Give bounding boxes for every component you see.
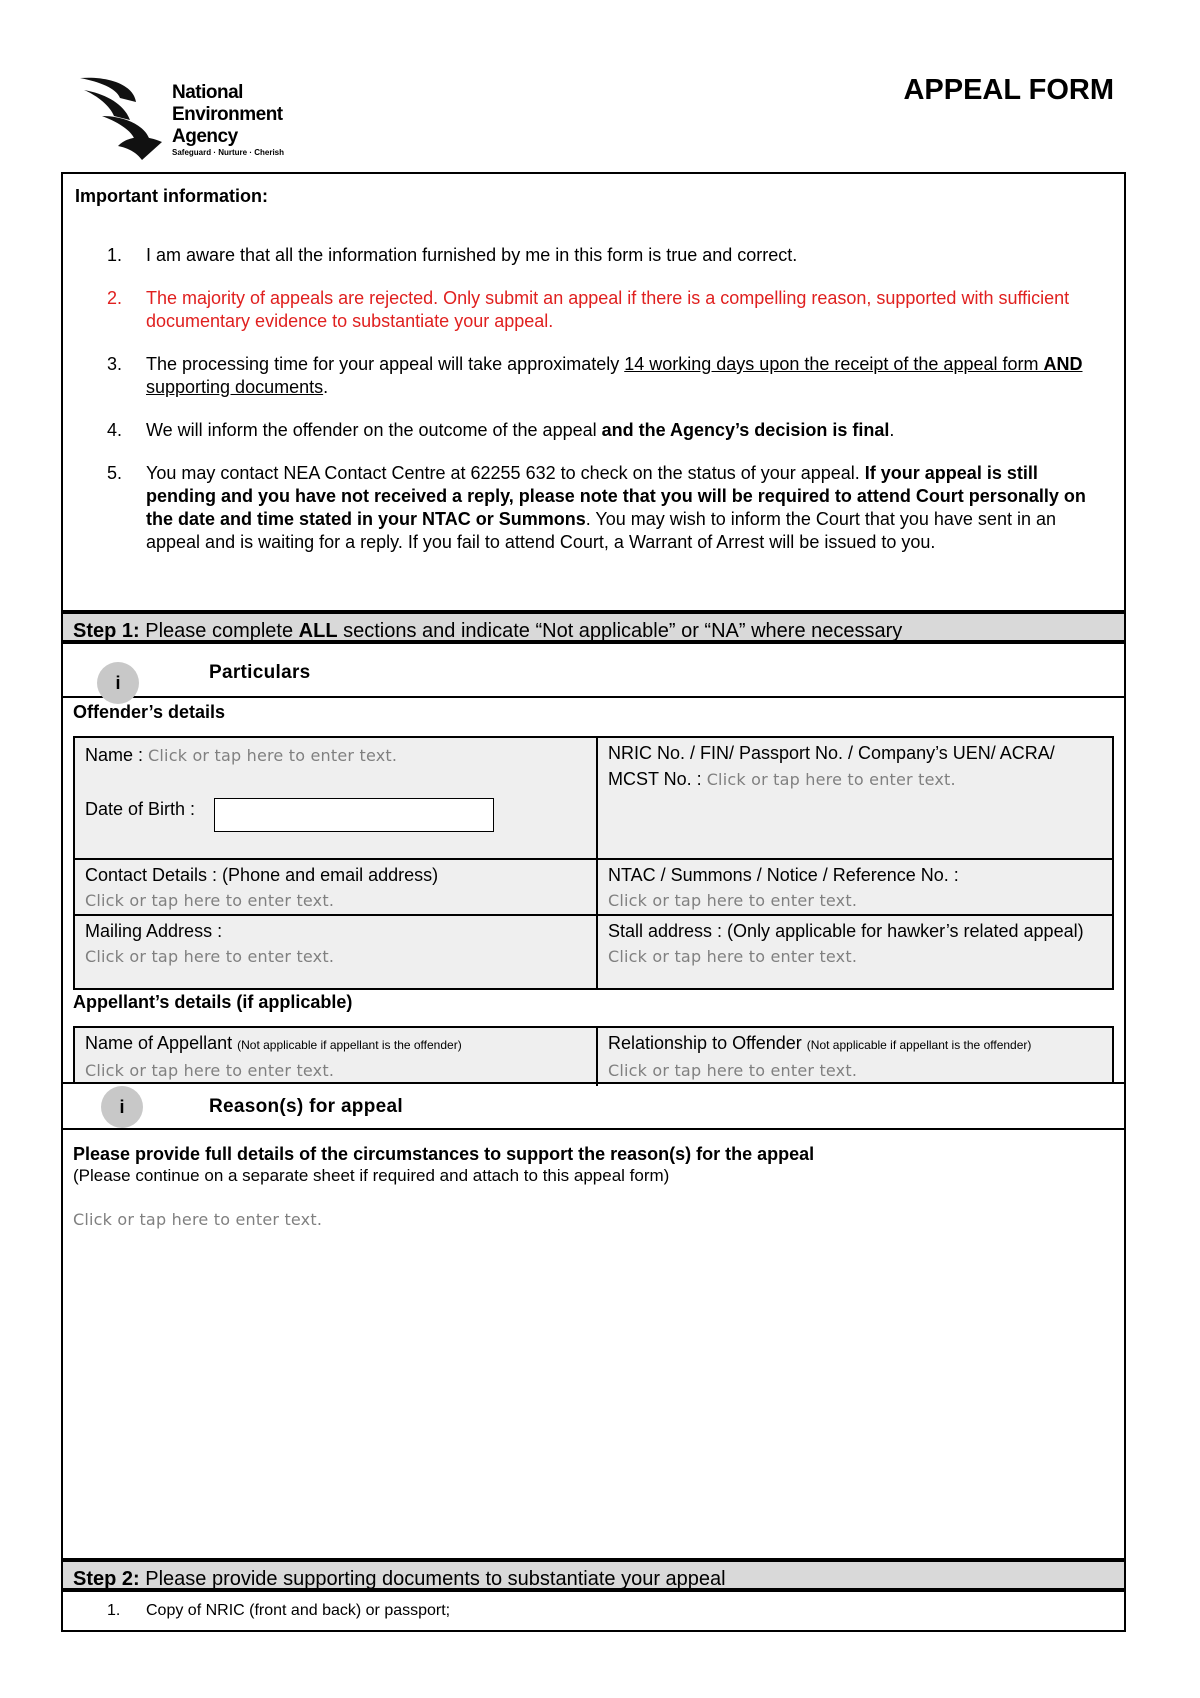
reasons-header [63, 1082, 1124, 1130]
info-icon: i [101, 1086, 143, 1128]
reasons-title: Reason(s) for appeal [209, 1096, 403, 1117]
contact-details-field[interactable]: Contact Details : (Phone and email address) Click or tap here to enter text. [85, 865, 439, 910]
form-title: APPEAL FORM [903, 74, 1114, 106]
step2-bar: Step 2: Please provide supporting documents to substantiate your appeal [63, 1558, 1124, 1592]
offender-details-title: Offender’s details [73, 702, 226, 722]
mailing-address-field[interactable]: Mailing Address : Click or tap here to enter text. [85, 921, 335, 966]
list-item: 3. The processing time for your appeal will take approximately 14 working days upon the receipt of the appeal form AND supporting documents. [107, 354, 1083, 397]
relationship-field[interactable]: Relationship to Offender (Not applicable if appellant is the offender) Click or tap here to enter text. [608, 1033, 1032, 1080]
list-item: 1. Copy of NRIC (front and back) or passport; [107, 1602, 451, 1619]
particulars-header [63, 652, 1124, 698]
list-item: 5. You may contact NEA Contact Centre at 62255 632 to check on the status of your appeal. If your appeal is still pending and you have not received a reply, please note that you will be required to attend Court personally on the date and time stated in your NTAC or Summons. You may wish to inform the Court that you have sent in an appeal and is waiting for a reply. If you fail to attend Court, a Warrant of Arrest will be issued to you. [107, 463, 1086, 552]
stall-address-field[interactable]: Stall address : (Only applicable for hawker’s related appeal) Click or tap here to enter text. [608, 921, 1084, 966]
logo-tagline: Safeguard · Nurture · Cherish [172, 148, 285, 157]
list-item: 4. We will inform the offender on the outcome of the appeal and the Agency’s decision is final. [107, 420, 895, 440]
list-item: 1. I am aware that all the information furnished by me in this form is true and correct. [107, 245, 798, 265]
reason-details-input[interactable]: Click or tap here to enter text. [73, 1210, 323, 1229]
appeal-form-frame [61, 172, 1126, 1632]
step1-bar: Step 1: Please complete ALL sections and indicate “Not applicable” or “NA” where necessary [63, 610, 1124, 644]
reason-details-title: Please provide full details of the circumstances to support the reason(s) for the appeal [73, 1144, 815, 1164]
nea-swirl-icon [78, 76, 170, 162]
offender-details-grid [73, 736, 1114, 990]
appellant-name-field[interactable]: Name of Appellant (Not applicable if appellant is the offender) Click or tap here to enter text. [85, 1033, 462, 1080]
particulars-title: Particulars [209, 662, 311, 683]
dob-input[interactable] [214, 798, 494, 832]
ntac-reference-field[interactable]: NTAC / Summons / Notice / Reference No. : Click or tap here to enter text. [608, 865, 959, 910]
nea-logo [78, 76, 298, 162]
logo-wordmark: National Environment Agency [172, 82, 283, 147]
important-info-list [107, 244, 1107, 574]
important-info-title: Important information: [75, 186, 268, 206]
reason-details-note: (Please continue on a separate sheet if required and attach to this appeal form) [73, 1166, 670, 1185]
dob-label: Date of Birth : [85, 799, 196, 819]
name-field[interactable]: Name : Click or tap here to enter text. [85, 745, 398, 765]
list-item: 2. The majority of appeals are rejected. Only submit an appeal if there is a compelling reason, supported with sufficient documentary evidence to substantiate your appeal. [107, 288, 1070, 331]
appellant-details-title: Appellant’s details (if applicable) [73, 992, 353, 1012]
nric-field[interactable]: NRIC No. / FIN/ Passport No. / Company’s UEN/ ACRA/ MCST No. : Click or tap here to enter text. [608, 743, 1055, 789]
info-icon: i [97, 662, 139, 704]
appellant-details-grid [73, 1026, 1114, 1084]
